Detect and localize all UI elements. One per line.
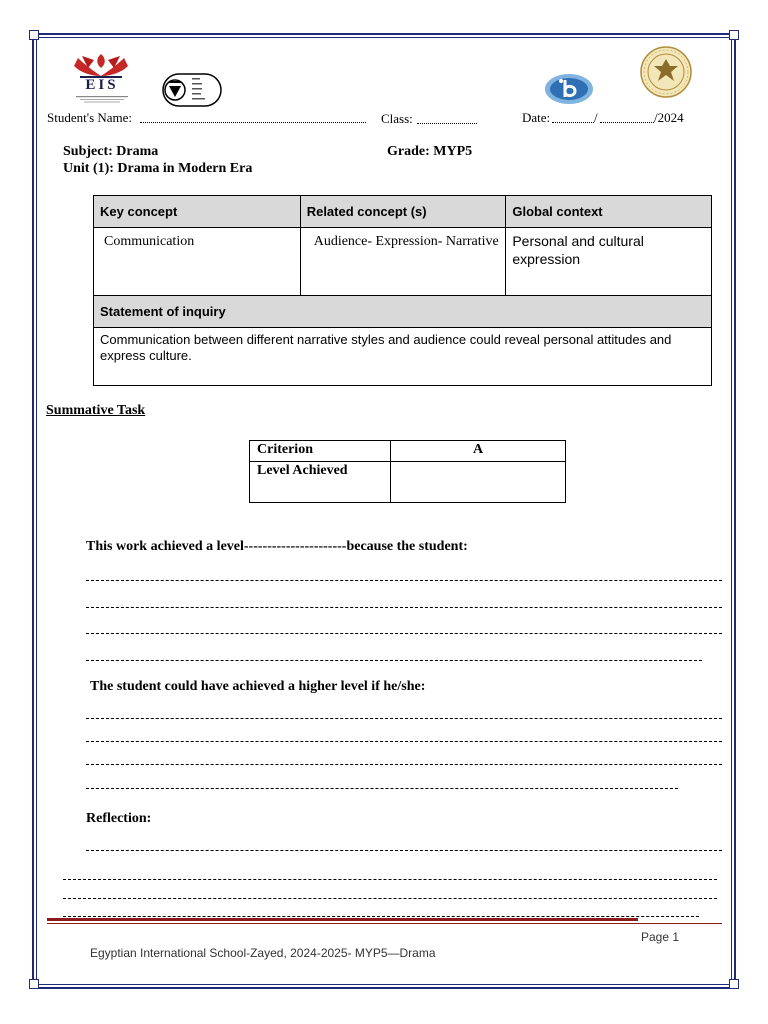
answer-line[interactable] xyxy=(63,898,717,899)
statement-of-inquiry-text: Communication between different narrative styles and audience could reveal personal attitudes and express culture. xyxy=(94,328,712,386)
key-concept-value: Communication xyxy=(94,228,301,296)
level-achieved-field[interactable] xyxy=(391,462,566,503)
level-achieved-label: Level Achieved xyxy=(250,462,391,503)
global-context-value: Personal and cultural expression xyxy=(506,228,712,296)
class-field[interactable] xyxy=(417,113,477,124)
answer-line[interactable] xyxy=(86,788,678,789)
grade-title: Grade: MYP5 xyxy=(387,144,473,159)
higher-level-prompt: The student could have achieved a higher level if he/she: xyxy=(90,679,426,694)
answer-line[interactable] xyxy=(86,607,722,608)
concepts-table xyxy=(93,195,712,386)
related-concept-value: Audience- Expression- Narrative xyxy=(300,228,506,296)
answer-line[interactable] xyxy=(86,633,722,634)
statement-of-inquiry-header: Statement of inquiry xyxy=(94,296,712,328)
date-month-field[interactable] xyxy=(600,112,654,123)
date-year: /2024 xyxy=(654,110,684,125)
page-number: Page 1 xyxy=(641,930,680,944)
summative-task-title: Summative Task xyxy=(46,403,146,418)
unit-title: Unit (1): Drama in Modern Era xyxy=(63,161,253,176)
related-concept-header: Related concept (s) xyxy=(300,196,506,228)
criterion-value: A xyxy=(391,441,566,462)
answer-line[interactable] xyxy=(63,879,717,880)
eis-tagline-icon xyxy=(72,95,132,103)
border-corner xyxy=(29,30,39,40)
school-abbreviation: EIS xyxy=(85,77,119,93)
date-day-field[interactable] xyxy=(552,112,594,123)
date-separator: / xyxy=(594,110,598,125)
criterion-label: Criterion xyxy=(250,441,391,462)
border-corner xyxy=(729,30,739,40)
page-border-inner xyxy=(36,37,732,985)
answer-line[interactable] xyxy=(86,580,722,581)
footer-rule-thick xyxy=(47,918,638,921)
iso-certification-logo-icon xyxy=(162,70,224,110)
border-corner xyxy=(729,979,739,989)
ministry-seal-icon xyxy=(640,46,692,98)
answer-line[interactable] xyxy=(63,916,699,917)
footer-school-line: Egyptian International School-Zayed, 2024-2025- MYP5—Drama xyxy=(90,946,436,960)
achieved-level-prompt: This work achieved a level----------------------because the student: xyxy=(86,539,468,554)
answer-line[interactable] xyxy=(86,718,722,719)
ib-logo-icon xyxy=(543,72,595,106)
answer-line[interactable] xyxy=(86,764,722,765)
answer-line[interactable] xyxy=(86,660,702,661)
border-corner xyxy=(29,979,39,989)
answer-line[interactable] xyxy=(86,741,722,742)
date-label: Date: xyxy=(522,110,551,125)
student-name-label: Student's Name: xyxy=(47,110,133,125)
class-label: Class: xyxy=(381,111,413,126)
answer-line[interactable] xyxy=(86,850,722,851)
subject-title: Subject: Drama xyxy=(63,144,159,159)
global-context-header: Global context xyxy=(506,196,712,228)
reflection-label: Reflection: xyxy=(86,811,152,826)
criterion-table xyxy=(249,440,566,503)
footer-rule-thin xyxy=(47,923,722,924)
key-concept-header: Key concept xyxy=(94,196,301,228)
student-name-field[interactable] xyxy=(140,112,366,123)
